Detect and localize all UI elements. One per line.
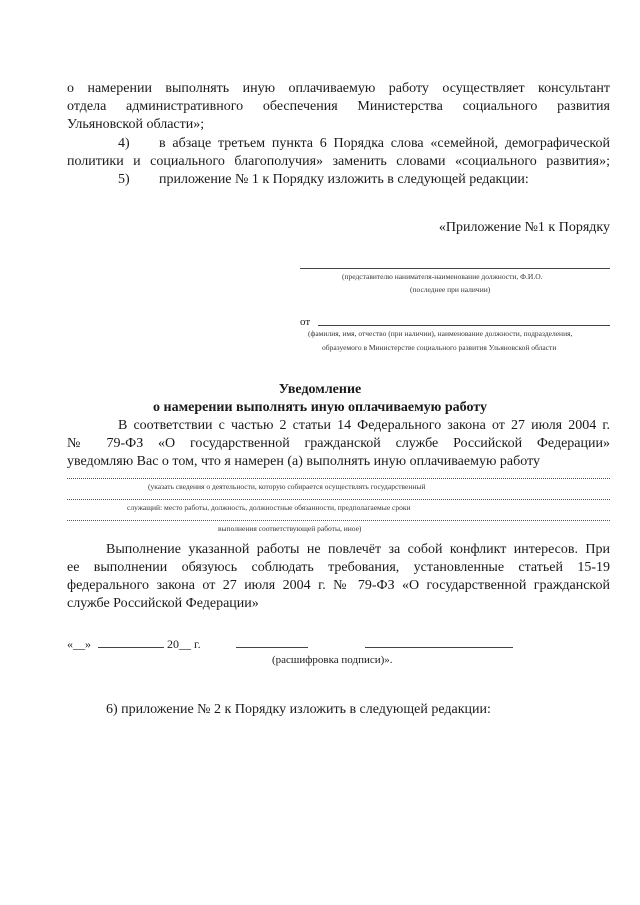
- date-month-line: [98, 647, 164, 648]
- paragraph-line: ее выполнении обязуюсь соблюдать требования, установленные статьей 15-19: [67, 560, 610, 575]
- notice-title: Уведомление: [278, 382, 362, 397]
- paragraph-line: политики и социального благополучия» заменить словами «социального развития»;: [67, 154, 610, 169]
- caption-servant-details: служащий: место работы, должность, должностные обязанности, предполагаемые сроки: [127, 503, 411, 512]
- signature-decoding-line: [365, 647, 513, 648]
- caption-activity-info: (указать сведения о деятельности, которую собирается осуществлять государственный: [148, 482, 426, 491]
- signature-line: [236, 647, 308, 648]
- from-label: от: [300, 316, 311, 328]
- appendix-title: «Приложение №1 к Порядку: [438, 220, 610, 235]
- caption-last-name: (последнее при наличии): [410, 285, 491, 294]
- paragraph-line: В соответствии с частью 2 статьи 14 Федерального закона от 27 июля 2004 г.: [118, 418, 610, 433]
- fill-in-line: [67, 499, 610, 500]
- notice-subtitle: о намерении выполнять иную оплачиваемую работу: [153, 400, 487, 415]
- caption-signature: (расшифровка подписи)».: [272, 654, 393, 666]
- paragraph-line: в абзаце третьем пункта 6 Порядка слова «семейной, демографической: [159, 136, 610, 151]
- sender-line: [318, 325, 610, 326]
- item-number: 5): [118, 172, 130, 187]
- caption-sender: (фамилия, имя, отчество (при наличии), наименование должности, подразделения,: [308, 329, 573, 338]
- caption-representative: (представителю нанимателя-наименование должности, Ф.И.О.: [342, 272, 543, 281]
- date-day: «__»: [67, 637, 91, 651]
- paragraph-line: уведомляю Вас о том, что я намерен (а) выполнять иную оплачиваемую работу: [67, 454, 540, 469]
- caption-sender-department: образуемого в Министерстве социального развития Ульяновской области: [322, 343, 557, 352]
- addressee-line: [300, 268, 610, 269]
- paragraph-line: приложение № 1 к Порядку изложить в следующей редакции:: [159, 172, 529, 187]
- item-number: 4): [118, 136, 130, 151]
- caption-execution: выполнения соответствующей работы, иное): [218, 524, 362, 533]
- paragraph-line: Выполнение указанной работы не повлечёт за собой конфликт интересов. При: [106, 542, 610, 557]
- date-year: 20__ г.: [167, 637, 201, 651]
- paragraph-line: службе Российской Федерации»: [67, 596, 259, 611]
- paragraph-line: 6) приложение № 2 к Порядку изложить в следующей редакции:: [106, 702, 491, 717]
- paragraph-line: Ульяновской области»;: [67, 117, 205, 132]
- paragraph-line: № 79-ФЗ «О государственной гражданской службе Российской Федерации»: [67, 436, 610, 451]
- fill-in-line: [67, 478, 610, 479]
- paragraph-line: отдела административного обеспечения Министерства социального развития: [67, 99, 610, 114]
- fill-in-line: [67, 520, 610, 521]
- paragraph-line: федерального закона от 27 июля 2004 г. № 79-ФЗ «О государственной гражданской: [67, 578, 610, 593]
- paragraph-line: о намерении выполнять иную оплачиваемую работу осуществляет консультант: [67, 81, 610, 96]
